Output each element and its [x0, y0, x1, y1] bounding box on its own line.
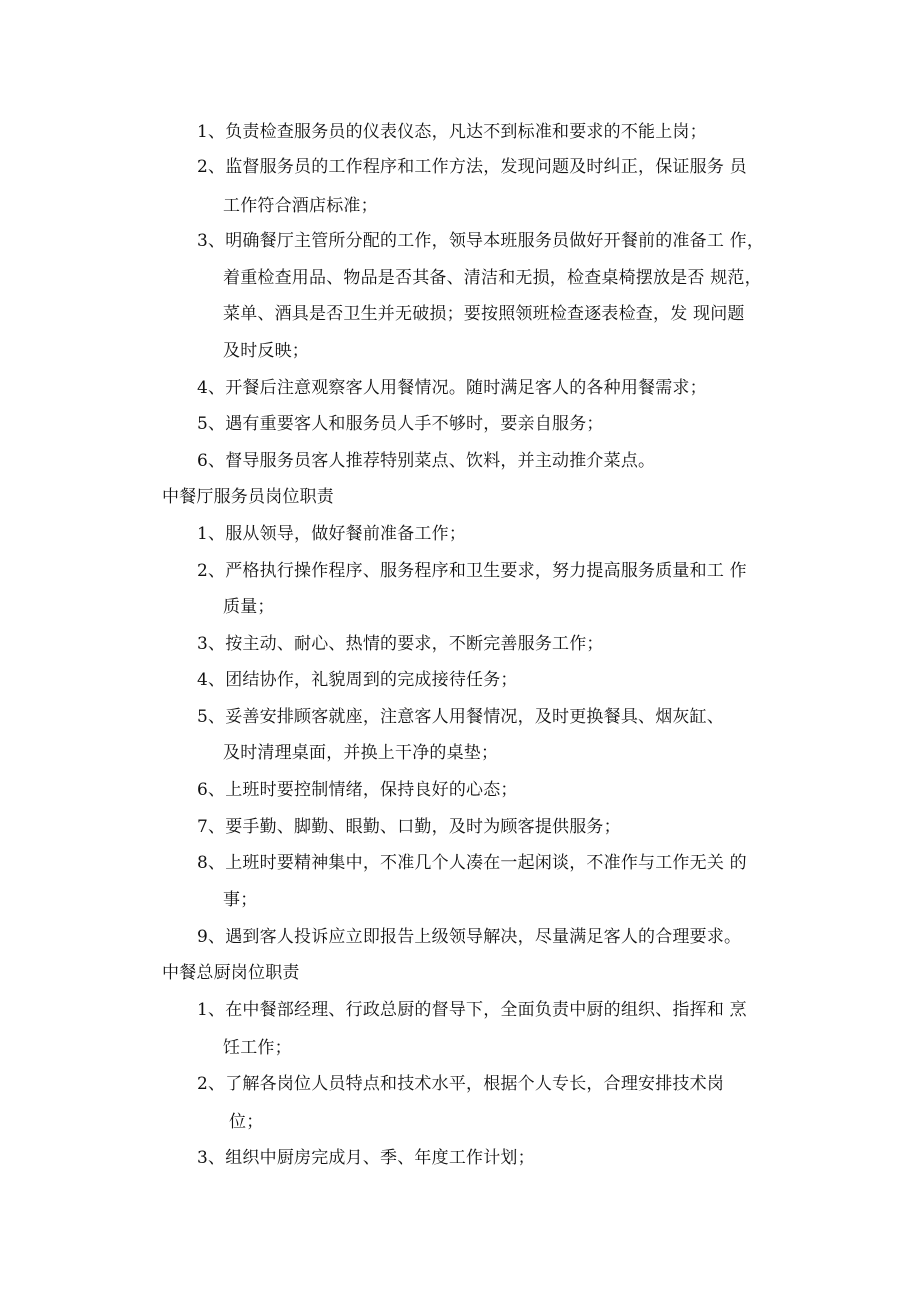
duty-item-1: 1、负责检查服务员的仪表仪态，凡达不到标准和要求的不能上岗；	[197, 122, 707, 142]
waiter-item-6: 6、上班时要控制情绪，保持良好的心态；	[197, 780, 518, 800]
waiter-item-5-cont: 及时清理桌面，并换上干净的桌垫；	[223, 743, 499, 763]
waiter-item-3: 3、按主动、耐心、热情的要求，不断完善服务工作；	[197, 634, 604, 654]
section-heading-head-chef: 中餐总厨岗位职责	[162, 963, 300, 983]
waiter-item-9: 9、遇到客人投诉应立即报告上级领导解决，尽量满足客人的合理要求。	[197, 927, 742, 947]
waiter-item-8: 8、上班时要精神集中，不准几个人凑在一起闲谈，不准作与工作无关 的	[197, 853, 747, 873]
waiter-item-5: 5、妥善安排顾客就座，注意客人用餐情况，及时更换餐具、烟灰缸、	[197, 707, 725, 727]
chef-item-1-cont: 饪工作；	[223, 1038, 292, 1058]
waiter-item-2: 2、严格执行操作程序、服务程序和卫生要求，努力提高服务质量和工 作	[197, 561, 747, 581]
duty-item-3-cont-3: 及时反映；	[223, 341, 309, 361]
chef-item-2: 2、了解各岗位人员特点和技术水平，根据个人专长，合理安排技术岗	[197, 1074, 725, 1094]
waiter-item-4: 4、团结协作，礼貌周到的完成接待任务；	[197, 670, 518, 690]
duty-item-3: 3、明确餐厅主管所分配的工作，领导本班服务员做好开餐前的准备工 作，	[197, 231, 765, 251]
chef-item-2-cont: 位；	[229, 1112, 264, 1132]
duty-item-4: 4、开餐后注意观察客人用餐情况。随时满足客人的各种用餐需求；	[197, 378, 707, 398]
waiter-item-2-cont: 质量；	[223, 597, 275, 617]
section-heading-waiter: 中餐厅服务员岗位职责	[162, 487, 334, 507]
chef-item-3: 3、组织中厨房完成月、季、年度工作计划；	[197, 1148, 535, 1168]
waiter-item-7: 7、要手勤、脚勤、眼勤、口勤，及时为顾客提供服务；	[197, 817, 621, 837]
duty-item-5: 5、遇有重要客人和服务员人手不够时，要亲自服务；	[197, 414, 604, 434]
waiter-item-8-cont: 事；	[223, 890, 258, 910]
waiter-item-1: 1、服从领导，做好餐前准备工作；	[197, 524, 467, 544]
duty-item-2: 2、监督服务员的工作程序和工作方法，发现问题及时纠正，保证服务 员	[197, 157, 747, 177]
duty-item-6: 6、督导服务员客人推荐特别菜点、饮料，并主动推介菜点。	[197, 451, 656, 471]
duty-item-3-cont-2: 菜单、酒具是否卫生并无破损；要按照领班检查逐表检查，发 现问题	[223, 304, 745, 324]
chef-item-1: 1、在中餐部经理、行政总厨的督导下，全面负责中厨的组织、指挥和 烹	[197, 1000, 747, 1020]
duty-item-3-cont-1: 着重检查用品、物品是否其备、清洁和无损，检查桌椅摆放是否 规范，	[223, 268, 762, 288]
duty-item-2-cont: 工作符合酒店标准；	[223, 196, 378, 216]
